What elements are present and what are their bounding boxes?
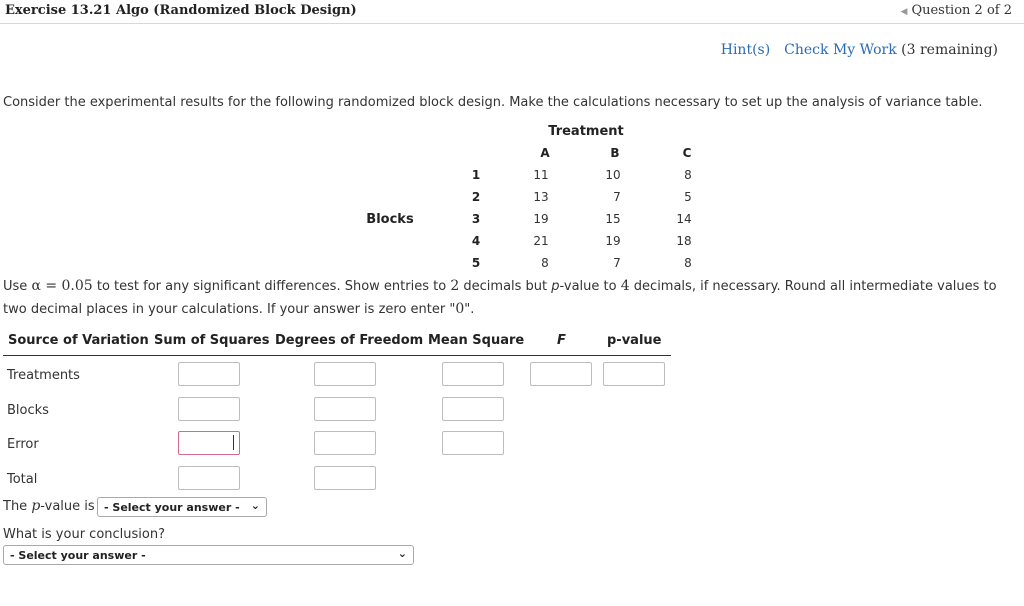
pvalue-decimals-count: 4 (620, 278, 630, 294)
instr-text-2: decimals but (463, 279, 548, 294)
instr-use: Use (3, 279, 28, 294)
treatment-header: Treatment (548, 124, 624, 139)
previous-question-icon[interactable]: ◀ (900, 7, 908, 17)
instructions (3, 275, 1013, 321)
instr-text-1: to test for any significant differences. Show entries to (96, 279, 447, 294)
chevron-down-icon: ⌄ (397, 547, 407, 560)
total-ss-input[interactable] (178, 466, 240, 490)
value-cell: 19 (605, 234, 621, 248)
value-cell: 8 (684, 256, 692, 270)
value-cell: 11 (533, 168, 549, 182)
error-ss-input[interactable] (178, 431, 240, 455)
treatments-ms-input[interactable] (442, 362, 504, 386)
value-cell: 8 (684, 168, 692, 182)
instr-text-5: ". (464, 302, 475, 317)
zero-symbol: 0 (455, 301, 465, 317)
intro-text: Consider the experimental results for the following randomized block design. Make the calculations necessary to set up the analysis of variance table. (3, 95, 983, 110)
tools-bar (721, 42, 998, 58)
total-df-input[interactable] (314, 466, 376, 490)
value-cell: 15 (605, 212, 621, 226)
value-cell: 7 (613, 256, 621, 270)
value-cell: 7 (613, 190, 621, 204)
text-caret (233, 435, 234, 450)
treatment-col-a: A (540, 146, 550, 160)
p-symbol: p (31, 498, 41, 514)
block-label-2: 2 (471, 190, 481, 204)
value-cell: 21 (533, 234, 549, 248)
error-ms-input[interactable] (442, 431, 504, 455)
treatments-ss-input[interactable] (178, 362, 240, 386)
treatments-df-input[interactable] (314, 362, 376, 386)
treatment-col-c: C (682, 146, 692, 160)
col-degrees-of-freedom: Degrees of Freedom (275, 333, 424, 348)
blocks-ss-input[interactable] (178, 397, 240, 421)
row-label-blocks: Blocks (7, 403, 49, 418)
header-rule (3, 355, 671, 356)
decimals-count: 2 (450, 278, 460, 294)
question-nav-label: Question 2 of 2 (911, 3, 1012, 18)
row-label-error: Error (7, 437, 39, 452)
pvalue-select[interactable] (97, 497, 267, 517)
alpha-expression: α = 0.05 (31, 278, 93, 294)
blocks-ms-input[interactable] (442, 397, 504, 421)
block-label-5: 5 (471, 256, 481, 270)
top-bar (0, 0, 1024, 24)
conclusion-select[interactable] (3, 545, 414, 565)
pvalue-select-value: - Select your answer - (104, 501, 240, 514)
error-df-input[interactable] (314, 431, 376, 455)
col-sum-of-squares: Sum of Squares (154, 333, 270, 348)
row-label-total: Total (7, 472, 38, 487)
treatment-col-b: B (610, 146, 620, 160)
value-cell: 13 (533, 190, 549, 204)
blocks-label: Blocks (366, 212, 414, 227)
value-cell: 19 (533, 212, 549, 226)
chevron-down-icon: ⌄ (250, 499, 260, 512)
check-my-work-link[interactable]: Check My Work (784, 42, 897, 58)
hint-link[interactable]: Hint(s) (720, 42, 771, 58)
p-symbol: p (551, 279, 560, 294)
pvalue-prefix: The (3, 499, 28, 514)
conclusion-question: What is your conclusion? (3, 527, 165, 542)
col-p-value: p-value (607, 333, 662, 348)
block-label-4: 4 (471, 234, 481, 248)
col-mean-square: Mean Square (428, 333, 525, 348)
value-cell: 5 (684, 190, 692, 204)
treatments-f-input[interactable] (530, 362, 592, 386)
pvalue-suffix: -value is (40, 499, 95, 514)
row-label-treatments: Treatments (7, 368, 80, 383)
instr-text-3: -value to (559, 279, 617, 294)
question-nav[interactable] (901, 3, 1012, 18)
pvalue-question (3, 498, 95, 514)
blocks-df-input[interactable] (314, 397, 376, 421)
exercise-title: Exercise 13.21 Algo (Randomized Block Design) (5, 3, 357, 18)
treatments-pvalue-input[interactable] (603, 362, 665, 386)
value-cell: 10 (605, 168, 621, 182)
remaining-checks: (3 remaining) (901, 42, 998, 58)
block-label-3: 3 (471, 212, 481, 226)
col-f: F (557, 333, 566, 348)
col-source: Source of Variation (8, 333, 149, 348)
block-label-1: 1 (471, 168, 481, 182)
value-cell: 14 (676, 212, 692, 226)
instr-text-4: decimals, if necessary. Round all intermediate values to two decimal places in your calculations. If your answer is zero enter " (3, 279, 997, 317)
conclusion-select-value: - Select your answer - (10, 549, 146, 562)
value-cell: 8 (541, 256, 549, 270)
value-cell: 18 (676, 234, 692, 248)
